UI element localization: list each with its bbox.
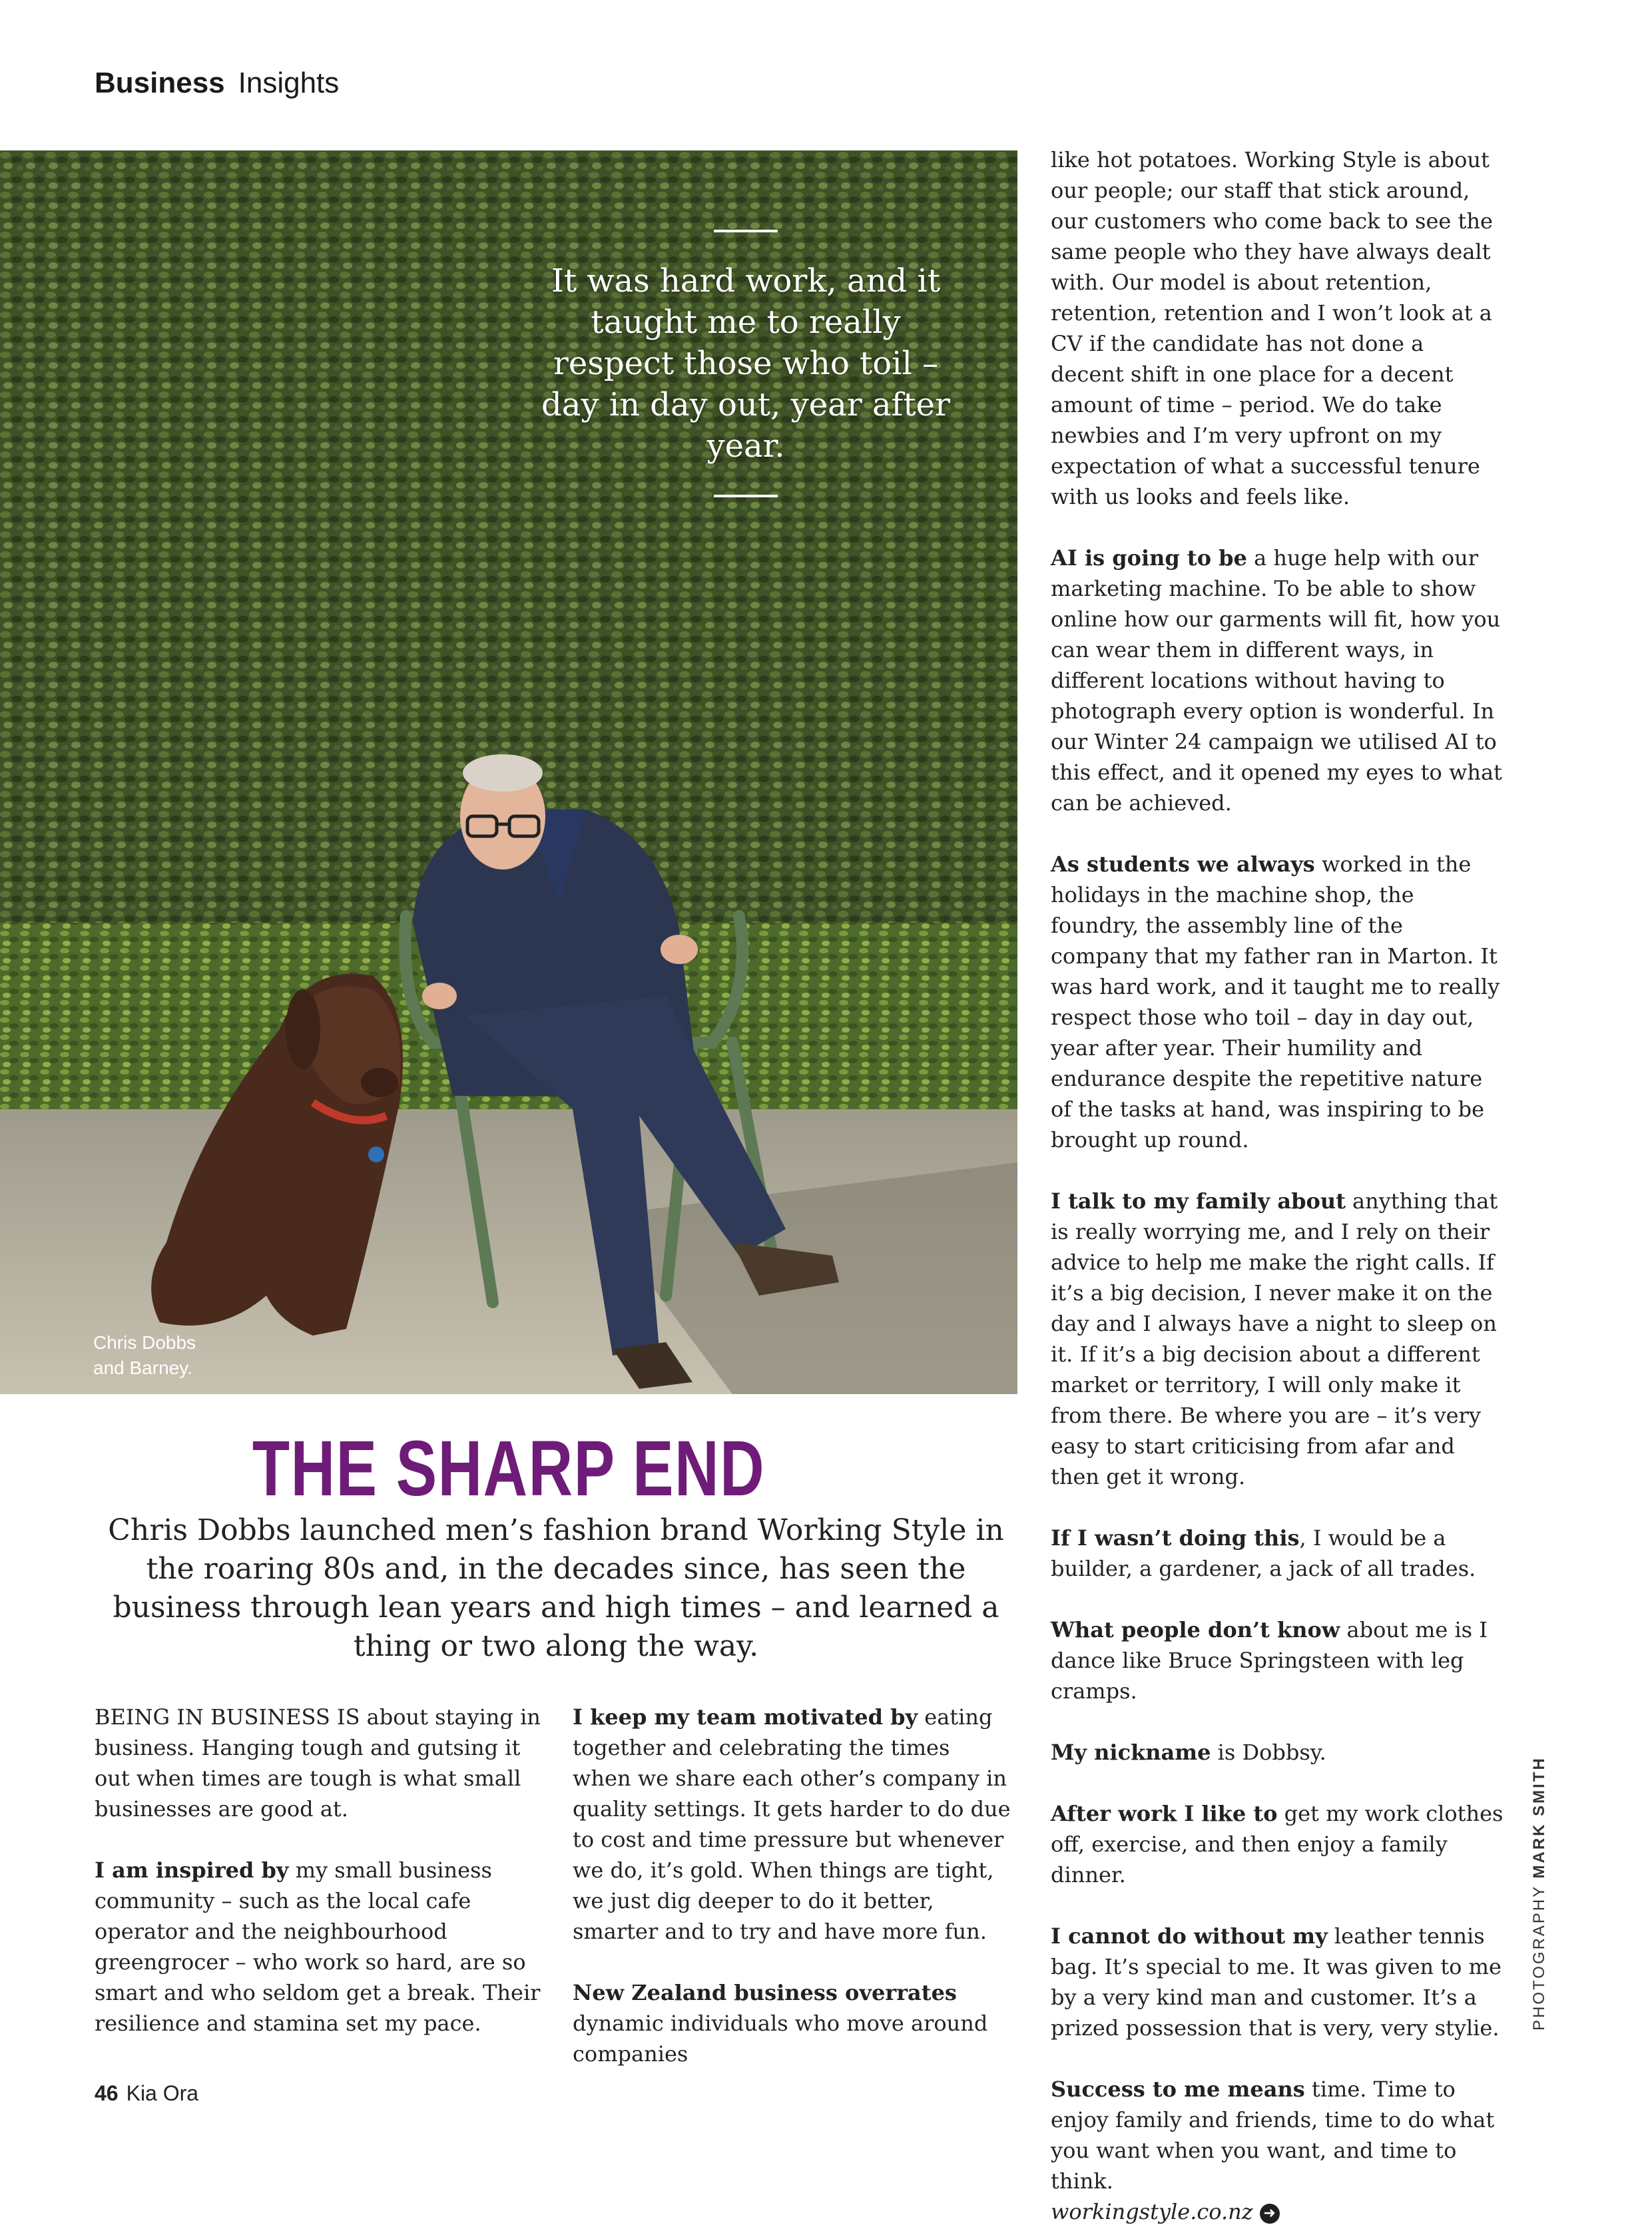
page-footer <box>95 2081 198 2106</box>
lead-in: My nickname <box>1051 1740 1211 1765</box>
lead-in: If I wasn’t doing this <box>1051 1525 1300 1551</box>
magazine-name: Kia Ora <box>126 2081 199 2105</box>
photo-caption <box>93 1330 293 1381</box>
lead-in: New Zealand business overrates <box>573 1980 957 2005</box>
section-label <box>95 67 339 100</box>
standfirst: Chris Dobbs launched men’s fashion brand Working Style in the roaring 80s and, in the decades since, has seen the business through lean years and high times – and learned a thing or two along the way. <box>108 1513 1004 1663</box>
body-text: eating together and celebrating the times when we share each other’s company in quality settings. It gets harder to do due to cost and time pressure but whenever we do, it’s gold. When things are tight, we just dig deeper to do it better, smarter and to try and have more fun. <box>573 1704 1011 1944</box>
column-3 <box>1051 144 1504 2227</box>
section-name: Business <box>95 67 225 99</box>
body-text: my small business community – such as the local cafe operator and the neighbourhood greengrocer – who work so hard, are so smart and who seldom get a break. Their resilience and stamina set my pace. <box>95 1857 541 2036</box>
caption-line-1: Chris Dobbs <box>93 1332 196 1353</box>
pull-quote-rule-bottom <box>714 495 778 497</box>
paragraph-after-work <box>1051 1798 1504 1890</box>
paragraph-family <box>1051 1186 1504 1492</box>
caption-line-2: and Barney. <box>93 1358 192 1378</box>
body-text: a huge help with our marketing machine. To be able to show online how our garments will fit, how you can wear them in different ways, in different locations without having to photograph every option is wonderful. In our Winter 24 campaign we utilised AI to this effect, and it opened my eyes to what can be achieved. <box>1051 545 1502 816</box>
paragraph-overrates <box>573 1977 1012 2069</box>
paragraph-not-doing <box>1051 1523 1504 1584</box>
page-number: 46 <box>95 2081 119 2105</box>
credit-label: PHOTOGRAPHY <box>1530 1885 1548 2031</box>
credit-name: MARK SMITH <box>1530 1756 1548 1879</box>
paragraph-nickname <box>1051 1737 1504 1768</box>
paragraph-students <box>1051 849 1504 1155</box>
paragraph-ai <box>1051 543 1504 818</box>
body-text: is Dobbsy. <box>1211 1740 1326 1765</box>
body-text: leather tennis bag. It’s special to me. It was given to me by a very kind man and customer. It’s a prized possession that is very, very stylie. <box>1051 1923 1502 2041</box>
paragraph-motivated <box>573 1702 1012 1947</box>
body-text: worked in the holidays in the machine shop, the foundry, the assembly line of the company that my father ran in Marton. It was hard work, and it taught me to really respect those who toil – day in day out, year after year. Their humility and endurance despite the repetitive nature of the tasks at hand, was inspiring to be brought up round. <box>1051 852 1500 1152</box>
column-1 <box>95 1702 561 2039</box>
pull-quote <box>526 230 965 497</box>
lead-in: After work I like to <box>1051 1801 1278 1826</box>
body-text: about me is I dance like Bruce Springsteen with leg cramps. <box>1051 1617 1488 1704</box>
lead-in: What people don’t know <box>1051 1617 1340 1642</box>
paragraph-success <box>1051 2074 1504 2227</box>
lead-in: I talk to my family about <box>1051 1188 1346 1214</box>
body-text: time. Time to enjoy family and friends, time to do what you want when you want, and time to think. <box>1051 2077 1495 2194</box>
website-link[interactable]: workingstyle.co.nz <box>1051 2199 1253 2224</box>
subsection-name: Insights <box>238 67 340 99</box>
lead-in: As students we always <box>1051 852 1315 877</box>
body-text: anything that is really worrying me, and I rely on their advice to help me make the right calls. If it’s a big decision, I never make it on the day and I always have a night to sleep on it. If it’s a big decision about a different market or territory, I will only make it from there. Be where you are – it’s very easy to start criticising from afar and then get it wrong. <box>1051 1188 1498 1489</box>
lead-in: I keep my team motivated by <box>573 1704 918 1730</box>
arrow-circle-icon: ➜ <box>1260 2204 1280 2224</box>
paragraph-cannot-do-without <box>1051 1921 1504 2043</box>
column-2 <box>573 1702 1012 2069</box>
headline: THE SHARP END <box>252 1425 766 1513</box>
paragraph-inspired <box>95 1855 561 2039</box>
paragraph-dont-know <box>1051 1614 1504 1706</box>
lead-in: I cannot do without my <box>1051 1923 1328 1949</box>
body-text: get my work clothes off, exercise, and then enjoy a family dinner. <box>1051 1801 1504 1887</box>
paragraph-continued: like hot potatoes. Working Style is about our people; our staff that stick around, our customers who come back to see the same people who they have always dealt with. Our model is about retention, retention, retention and I won’t look at a CV if the candidate has not done a decent shift in one place for a decent amount of time – period. We do take newbies and I’m very upfront on my expectation of what a successful tenure with us looks and feels like. <box>1051 147 1493 509</box>
pull-quote-rule-top <box>714 230 778 232</box>
photo-credit <box>1530 1756 1549 2031</box>
lead-in: I am inspired by <box>95 1857 289 1883</box>
body-text: dynamic individuals who move around companies <box>573 2011 988 2067</box>
body-text: , I would be a builder, a gardener, a jack of all trades. <box>1051 1525 1476 1581</box>
lead-in: Success to me means <box>1051 2077 1305 2102</box>
intro-paragraph: BEING IN BUSINESS IS about staying in business. Hanging tough and gutsing it out when times are tough is what small businesses are good at. <box>95 1704 541 1822</box>
lead-in: AI is going to be <box>1051 545 1247 571</box>
pull-quote-text: It was hard work, and it taught me to really respect those who toil – day in day out, year after year. <box>541 262 950 465</box>
